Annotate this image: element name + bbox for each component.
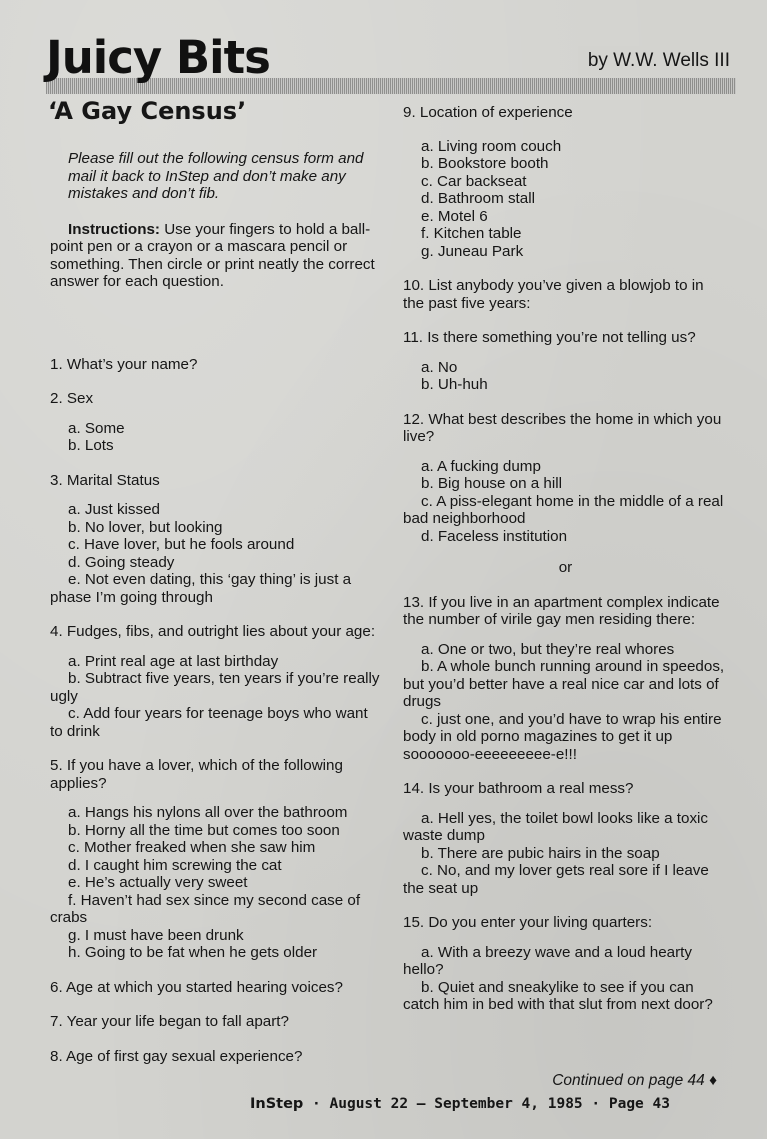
option: a. Some — [68, 419, 125, 437]
option: f. Haven’t had sex since my second case of crabs — [50, 891, 361, 926]
option: a. Hangs his nylons all over the bathroom — [68, 804, 348, 821]
option: c. Car backseat — [421, 172, 527, 190]
instructions-paragraph — [50, 221, 380, 291]
option: g. Juneau Park — [421, 242, 524, 260]
question-5-options — [50, 804, 380, 962]
or-divider: or — [558, 559, 573, 576]
option: b. Lots — [68, 437, 114, 454]
option: c. No, and my lover gets real sore if I leave the seat up — [403, 862, 709, 897]
question-7: 7. Year your life began to fall apart? — [50, 1013, 289, 1030]
question-9-options — [403, 138, 728, 261]
spacer — [50, 291, 380, 339]
question-15-options — [403, 944, 728, 1014]
option: c. Add four years for teenage boys who want to drink — [50, 705, 368, 740]
intro-paragraph: Please fill out the following census form and mail it back to InStep and don’t make any mistakes and don’t fib. — [68, 150, 364, 202]
option: a. With a breezy wave and a loud hearty hello? — [403, 943, 692, 978]
question-8: 8. Age of first gay sexual experience? — [50, 1047, 303, 1065]
option: b. Uh-huh — [421, 376, 488, 393]
question-15: 15. Do you enter your living quarters: — [403, 914, 653, 931]
question-11: 11. Is there something you’re not telling us? — [403, 329, 696, 346]
option: f. Kitchen table — [421, 225, 522, 242]
option: c. just one, and you’d have to wrap his entire body in old porno magazines to get it up sooooooo-eeeeeeeee-e!!! — [403, 710, 722, 763]
option: c. Mother freaked when she saw him — [68, 839, 316, 856]
option: b. Horny all the time but comes too soon — [68, 821, 340, 839]
question-5: 5. If you have a lover, which of the following applies? — [50, 757, 343, 792]
question-11-options — [403, 359, 728, 394]
article-headline: ‘A Gay Census’ — [48, 97, 247, 125]
option: a. Hell yes, the toilet bowl looks like a toxic waste dump — [403, 809, 709, 844]
option: h. Going to be fat when he gets older — [68, 944, 318, 961]
question-2: 2. Sex — [50, 390, 94, 407]
option: a. A fucking dump — [421, 457, 541, 475]
question-13-options — [403, 641, 728, 764]
question-6: 6. Age at which you started hearing voices? — [50, 978, 343, 996]
instructions-label: Instructions: — [68, 220, 160, 238]
right-column — [403, 96, 728, 1014]
question-9: 9. Location of experience — [403, 104, 573, 121]
left-column — [50, 96, 380, 1065]
question-3: 3. Marital Status — [50, 471, 160, 489]
option: b. Subtract five years, ten years if you’re really ugly — [50, 670, 380, 705]
option: d. Faceless institution — [421, 527, 568, 545]
option: e. He’s actually very sweet — [68, 874, 248, 891]
question-2-options — [50, 420, 380, 455]
option: b. Big house on a hill — [421, 475, 563, 492]
option: b. No lover, but looking — [68, 518, 223, 536]
option: a. One or two, but they’re real whores — [421, 640, 675, 658]
question-3-options — [50, 501, 380, 606]
option: d. Going steady — [68, 553, 175, 571]
issue-info: · August 22 – September 4, 1985 · Page 43 — [303, 1096, 670, 1112]
option: b. There are pubic hairs in the soap — [421, 844, 660, 862]
option: d. Bathroom stall — [421, 190, 535, 207]
option: e. Motel 6 — [421, 207, 488, 225]
option: a. Living room couch — [421, 137, 562, 155]
instructions-text: Use your fingers to hold a ball-point pen or a crayon or a mascara pencil or something. Then circle or print neatly the correct answer for each question. — [50, 220, 375, 290]
option: a. Just kissed — [68, 501, 161, 518]
question-14: 14. Is your bathroom a real mess? — [403, 780, 634, 797]
option: a. Print real age at last birthday — [68, 652, 279, 670]
byline: by W.W. Wells III — [578, 46, 730, 76]
continued-note: Continued on page 44 ♦ — [552, 1072, 717, 1089]
option: a. No — [421, 358, 458, 376]
option: b. A whole bunch running around in speedos, but you’d better have a real nice car and lots of drugs — [403, 658, 725, 710]
page-footer — [250, 1096, 730, 1112]
question-12-options — [403, 458, 728, 546]
option: b. Bookstore booth — [421, 155, 549, 172]
question-14-options — [403, 810, 728, 898]
option: d. I caught him screwing the cat — [68, 856, 282, 874]
option: g. I must have been drunk — [68, 926, 244, 944]
column-title: Juicy Bits — [46, 31, 270, 84]
masthead — [46, 28, 736, 100]
question-4-options — [50, 653, 380, 741]
option: b. Quiet and sneakylike to see if you can catch him in bed with that slut from next door? — [403, 978, 713, 1013]
publication-name: InStep — [250, 1096, 304, 1112]
question-12: 12. What best describes the home in which you live? — [403, 410, 722, 445]
question-1: 1. What’s your name? — [50, 355, 198, 373]
option: c. Have lover, but he fools around — [68, 536, 295, 553]
option: c. A piss-elegant home in the middle of a real bad neighborhood — [403, 492, 724, 527]
question-13: 13. If you live in an apartment complex indicate the number of virile gay men residing there: — [403, 593, 720, 628]
question-4: 4. Fudges, fibs, and outright lies about your age: — [50, 623, 376, 640]
option: e. Not even dating, this ‘gay thing’ is just a phase I’m going through — [50, 571, 352, 606]
question-10: 10. List anybody you’ve given a blowjob to in the past five years: — [403, 277, 704, 312]
